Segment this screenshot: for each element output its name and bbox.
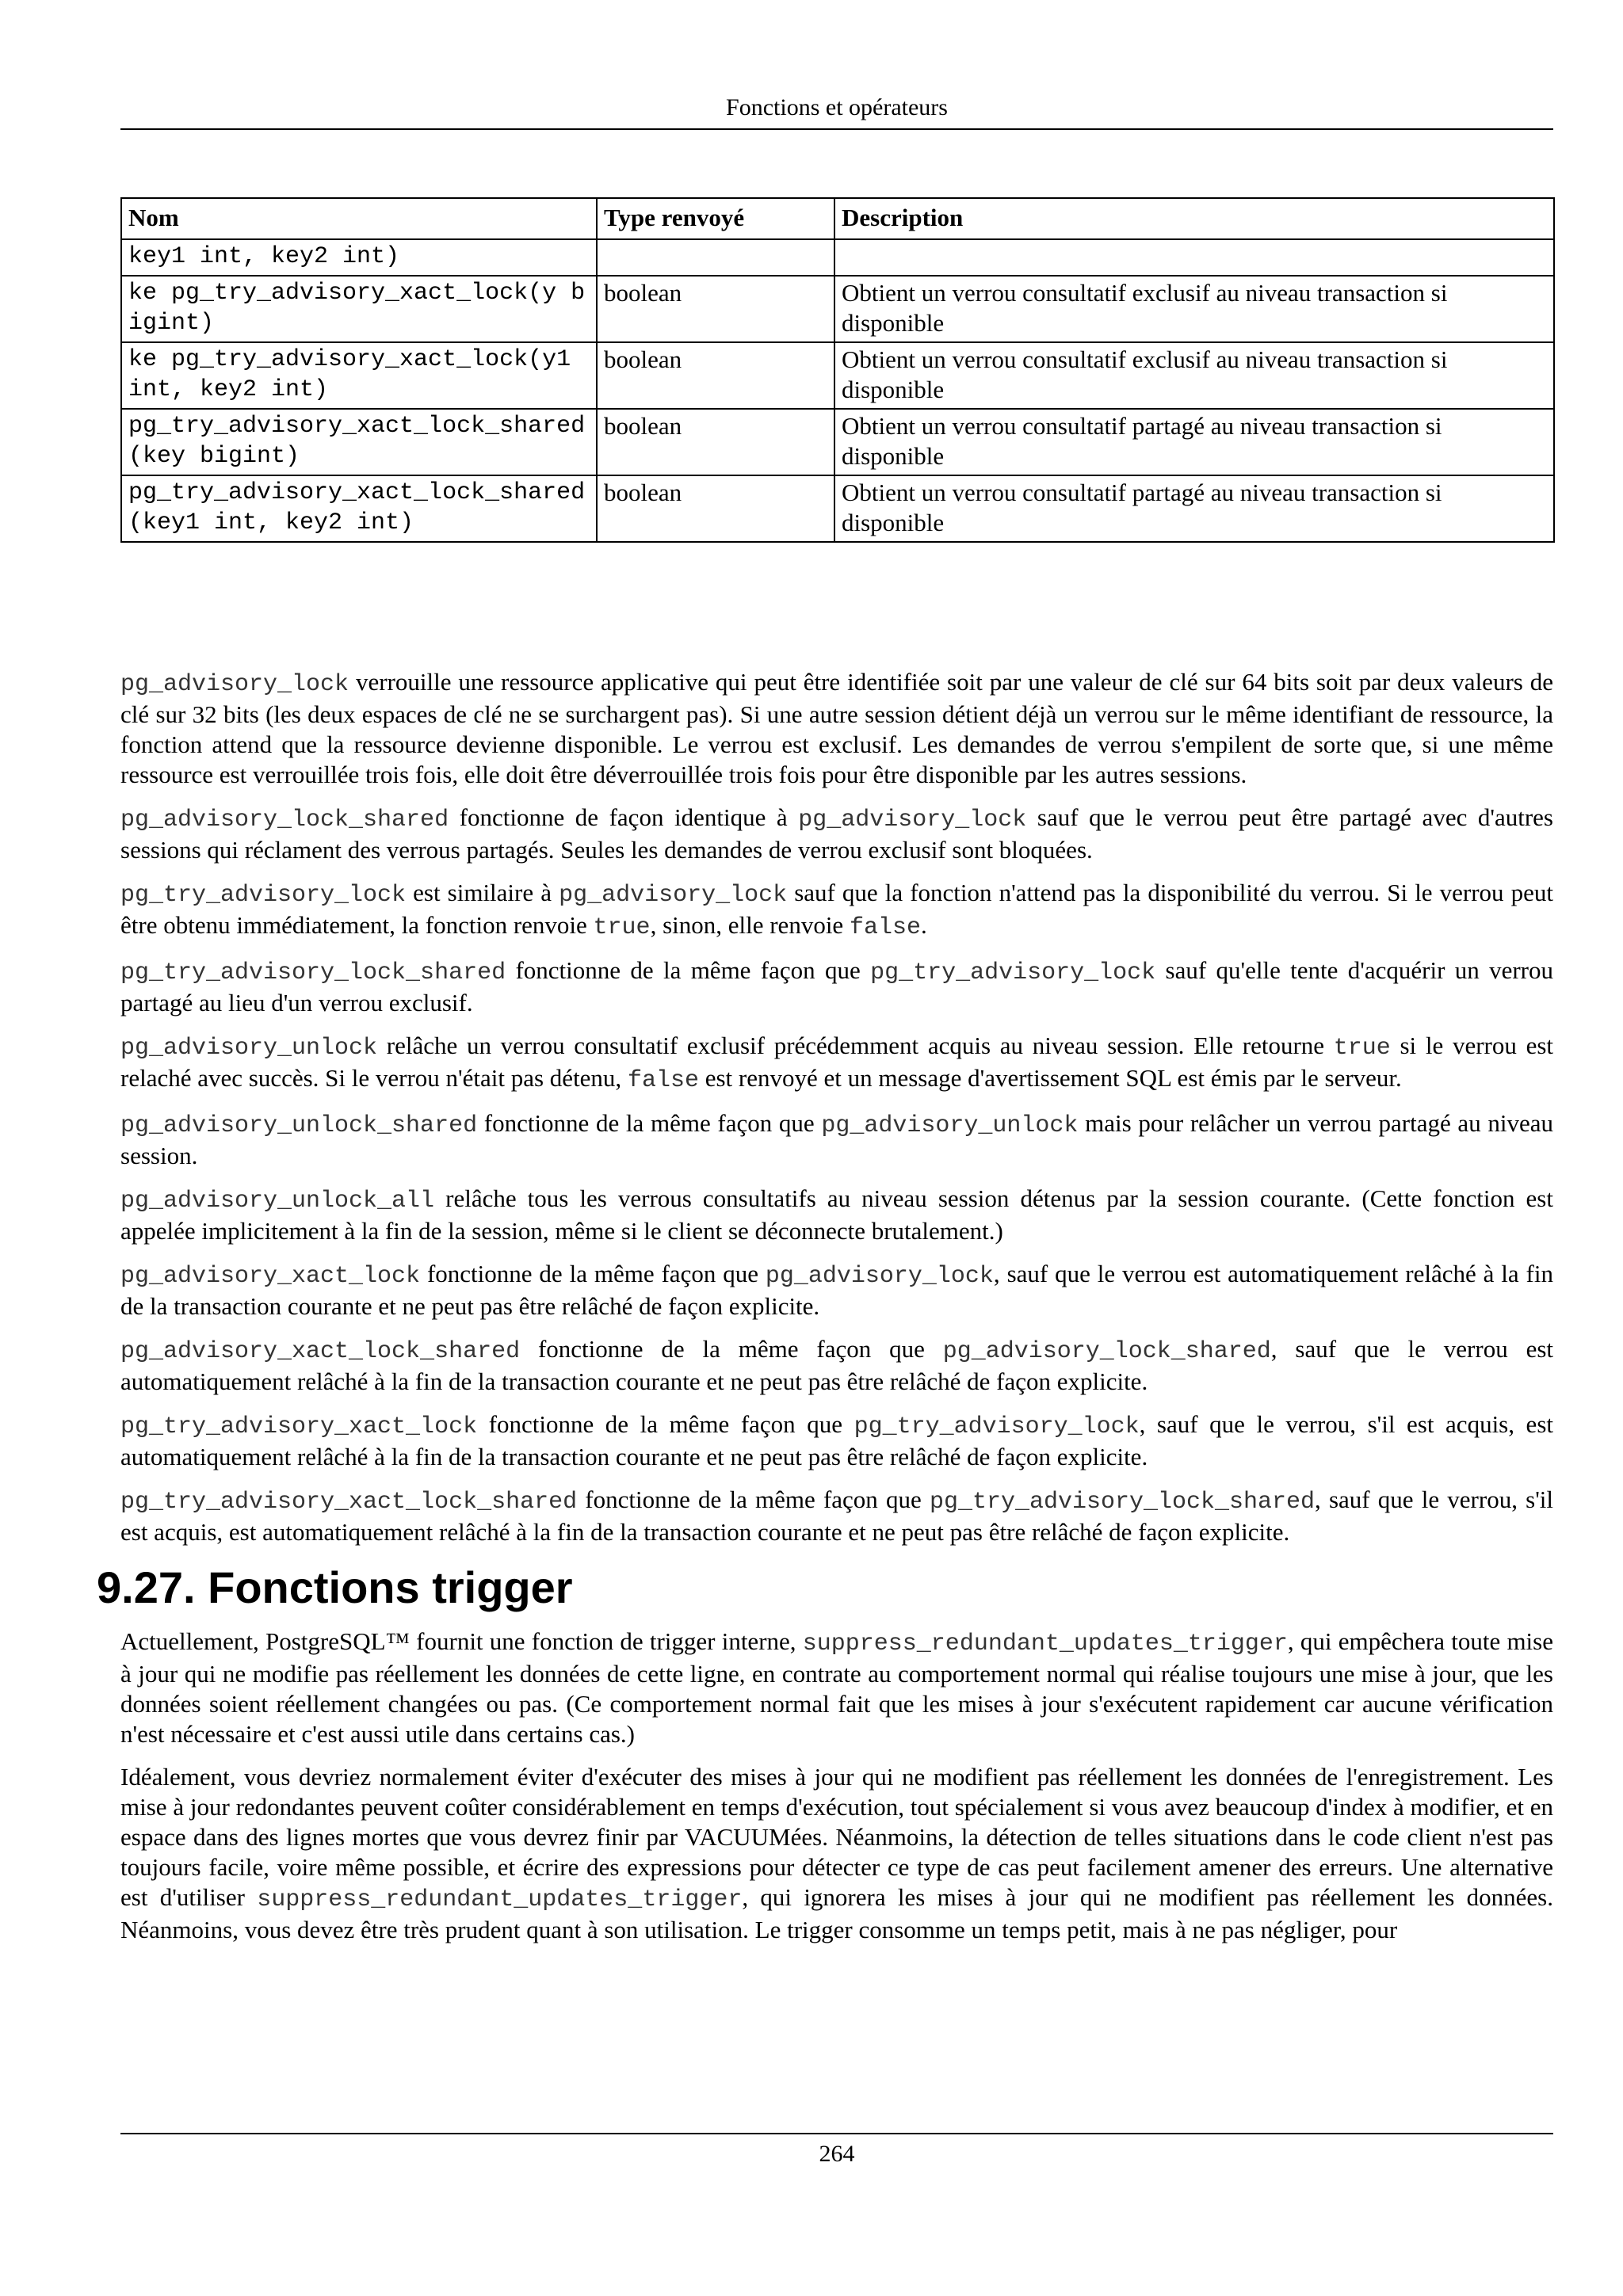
- function-name: pg_advisory_unlock_all: [120, 1188, 435, 1215]
- cell-name: pg_try_advisory_xact_lock_shared(key bigint): [121, 409, 597, 475]
- paragraph-pg-try-advisory-xact-lock-shared: pg_try_advisory_xact_lock_shared fonctionne de la même façon que pg_try_advisory_lock_shared, sauf que le verrou, s'il est acquis, est automatiquement relâché à la fin de la transaction courante et ne peut pas être relâché de façon explicite.: [120, 1486, 1554, 1546]
- cell-type: boolean: [597, 475, 834, 542]
- function-name: pg_advisory_lock_shared: [942, 1338, 1271, 1365]
- header-rule: [120, 128, 1553, 130]
- paragraph-pg-try-advisory-lock: pg_try_advisory_lock est similaire à pg_advisory_lock sauf que la fonction n'attend pas la disponibilité du verrou. Si le verrou peut être obtenu immédiatement, la fonction renvoie true, sinon, elle renvoie false.: [120, 879, 1553, 941]
- table-row: [121, 409, 1554, 475]
- page-number: 264: [819, 2141, 855, 2167]
- function-name: pg_advisory_xact_lock_shared: [120, 1338, 521, 1365]
- table-row: [121, 342, 1554, 409]
- section-heading: 9.27. Fonctions trigger: [97, 1562, 573, 1612]
- table-row: [121, 276, 1554, 342]
- function-name: suppress_redundant_updates_trigger: [257, 1886, 743, 1913]
- function-name: pg_advisory_xact_lock: [120, 1263, 421, 1290]
- table-row: [121, 239, 1554, 276]
- function-name: pg_advisory_lock_shared: [120, 807, 449, 833]
- function-name: pg_advisory_unlock_shared: [120, 1112, 478, 1139]
- paragraph-pg-advisory-unlock-shared: pg_advisory_unlock_shared fonctionne de la même façon que pg_advisory_unlock mais pour relâcher un verrou partagé au niveau session.: [120, 1109, 1554, 1169]
- cell-description: Obtient un verrou consultatif exclusif au niveau transaction si disponible: [834, 276, 1554, 342]
- cell-description: [834, 239, 1554, 276]
- cell-name: ke pg_try_advisory_xact_lock(y1 int, key2 int): [121, 342, 597, 409]
- paragraph-trigger-detail: Idéalement, vous devriez normalement éviter d'exécuter des mises à jour qui ne modifient pas réellement les données de l'enregistrement. Les mise à jour redondantes peuvent coûter considérablement en temps d'exécution, tout spécialement si vous avez beaucoup d'index à modifier, et en espace dans des lignes mortes que vous devrez finir par VACUUMées. Néanmoins, la détection de telles situations dans le code client n'est pas toujours facile, voire même possible, et écrire des expressions pour détecter ce type de cas peut facilement amener des erreurs. Une alternative est d'utiliser suppress_redundant_updates_trigger, qui ignorera les mises à jour qui ne modifient pas réellement les données. Néanmoins, vous devez être très prudent quant à son utilisation. Le trigger consomme un temps petit, mais à ne pas négliger, pour: [120, 1763, 1553, 1943]
- table-header-row: [121, 198, 1554, 239]
- cell-type: [597, 239, 834, 276]
- function-name: pg_advisory_lock: [798, 807, 1027, 833]
- paragraph-pg-try-advisory-lock-shared: pg_try_advisory_lock_shared fonctionne de la même façon que pg_try_advisory_lock sauf qu'elle tente d'acquérir un verrou partagé au lieu d'un verrou exclusif.: [120, 956, 1554, 1016]
- cell-description: Obtient un verrou consultatif partagé au niveau transaction si disponible: [834, 475, 1554, 542]
- function-name: pg_try_advisory_lock: [854, 1413, 1140, 1440]
- function-name: pg_try_advisory_lock: [870, 959, 1156, 986]
- function-name: pg_try_advisory_lock_shared: [120, 959, 506, 986]
- function-name: pg_advisory_lock: [765, 1263, 994, 1290]
- literal: false: [849, 914, 921, 941]
- function-name: suppress_redundant_updates_trigger: [802, 1630, 1288, 1657]
- function-name: pg_advisory_unlock: [120, 1035, 378, 1062]
- body-content: [97, 667, 1554, 1958]
- cell-type: boolean: [597, 409, 834, 475]
- table-row: [121, 475, 1554, 542]
- cell-description: Obtient un verrou consultatif exclusif au niveau transaction si disponible: [834, 342, 1554, 409]
- function-name: pg_try_advisory_xact_lock: [120, 1413, 478, 1440]
- cell-description: Obtient un verrou consultatif partagé au niveau transaction si disponible: [834, 409, 1554, 475]
- paragraph-pg-advisory-lock: pg_advisory_lock verrouille une ressource applicative qui peut être identifiée soit par une valeur de clé sur 64 bits soit par deux valeurs de clé sur 32 bits (les deux espaces de clé ne se surchargent pas). Si une autre session détient déjà un verrou sur le même identifiant de ressource, la fonction attend que la ressource devienne disponible. Le verrou est exclusif. Les demandes de verrou s'empilent de sorte que, si une même ressource est verrouillée trois fois, elle doit être déverrouillée trois fois pour être disponible par les autres sessions.: [120, 668, 1553, 788]
- cell-name: pg_try_advisory_xact_lock_shared(key1 int, key2 int): [121, 475, 597, 542]
- cell-type: boolean: [597, 276, 834, 342]
- function-name: pg_try_advisory_lock_shared: [929, 1489, 1316, 1516]
- paragraph-pg-advisory-xact-lock-shared: pg_advisory_xact_lock_shared fonctionne de la même façon que pg_advisory_lock_shared, sauf que le verrou est automatiquement relâché à la fin de la transaction courante et ne peut pas être relâché de façon explicite.: [120, 1335, 1554, 1395]
- footer-rule: [120, 2133, 1553, 2134]
- paragraph-pg-advisory-lock-shared: pg_advisory_lock_shared fonctionne de façon identique à pg_advisory_lock sauf que le verrou peut être partagé avec d'autres sessions qui réclament des verrous partagés. Seules les demandes de verrou exclusif sont bloquées.: [120, 803, 1553, 864]
- function-name: pg_try_advisory_xact_lock_shared: [120, 1489, 578, 1516]
- function-name: pg_try_advisory_lock: [120, 882, 407, 909]
- literal: false: [627, 1067, 699, 1094]
- paragraph-pg-try-advisory-xact-lock: pg_try_advisory_xact_lock fonctionne de la même façon que pg_try_advisory_lock, sauf que le verrou, s'il est acquis, est automatiquement relâché à la fin de la transaction courante et ne peut pas être relâché de façon explicite.: [120, 1410, 1553, 1470]
- running-header: Fonctions et opérateurs: [726, 94, 948, 120]
- paragraph-pg-advisory-unlock: pg_advisory_unlock relâche un verrou consultatif exclusif précédemment acquis au niveau session. Elle retourne true si le verrou est relaché avec succès. Si le verrou n'était pas détenu, false est renvoyé et un message d'avertissement SQL est émis par le serveur.: [120, 1032, 1554, 1094]
- cell-name: key1 int, key2 int): [121, 239, 597, 276]
- col-header-name: Nom: [121, 198, 597, 239]
- cell-name: ke pg_try_advisory_xact_lock(y bigint): [121, 276, 597, 342]
- function-name: pg_advisory_unlock: [821, 1112, 1079, 1139]
- paragraph-pg-advisory-xact-lock: pg_advisory_xact_lock fonctionne de la même façon que pg_advisory_lock, sauf que le verrou est automatiquement relâché à la fin de la transaction courante et ne peut pas être relâché de façon explicite.: [120, 1260, 1553, 1320]
- paragraph-pg-advisory-unlock-all: pg_advisory_unlock_all relâche tous les verrous consultatifs au niveau session détenus par la session courante. (Cette fonction est appelée implicitement à la fin de la session, même si le client se déconnecte brutalement.): [120, 1184, 1553, 1245]
- literal: true: [593, 914, 651, 941]
- paragraph-trigger-intro: Actuellement, PostgreSQL™ fournit une fonction de trigger interne, suppress_redundant_updates_trigger, qui empêchera toute mise à jour qui ne modifie pas réellement les données de cette ligne, en contrate au comportement normal qui réalise toujours une mise à jour, que les données soient réellement changées ou pas. (Ce comportement normal fait que les mises à jour s'exécutent rapidement car aucune vérification n'est nécessaire et c'est aussi utile dans certains cas.): [120, 1627, 1553, 1748]
- function-name: pg_advisory_lock: [120, 671, 349, 698]
- col-header-description: Description: [834, 198, 1554, 239]
- col-header-type: Type renvoyé: [597, 198, 834, 239]
- function-name: pg_advisory_lock: [559, 882, 788, 909]
- cell-type: boolean: [597, 342, 834, 409]
- literal: true: [1333, 1035, 1391, 1062]
- functions-table: [120, 197, 1555, 543]
